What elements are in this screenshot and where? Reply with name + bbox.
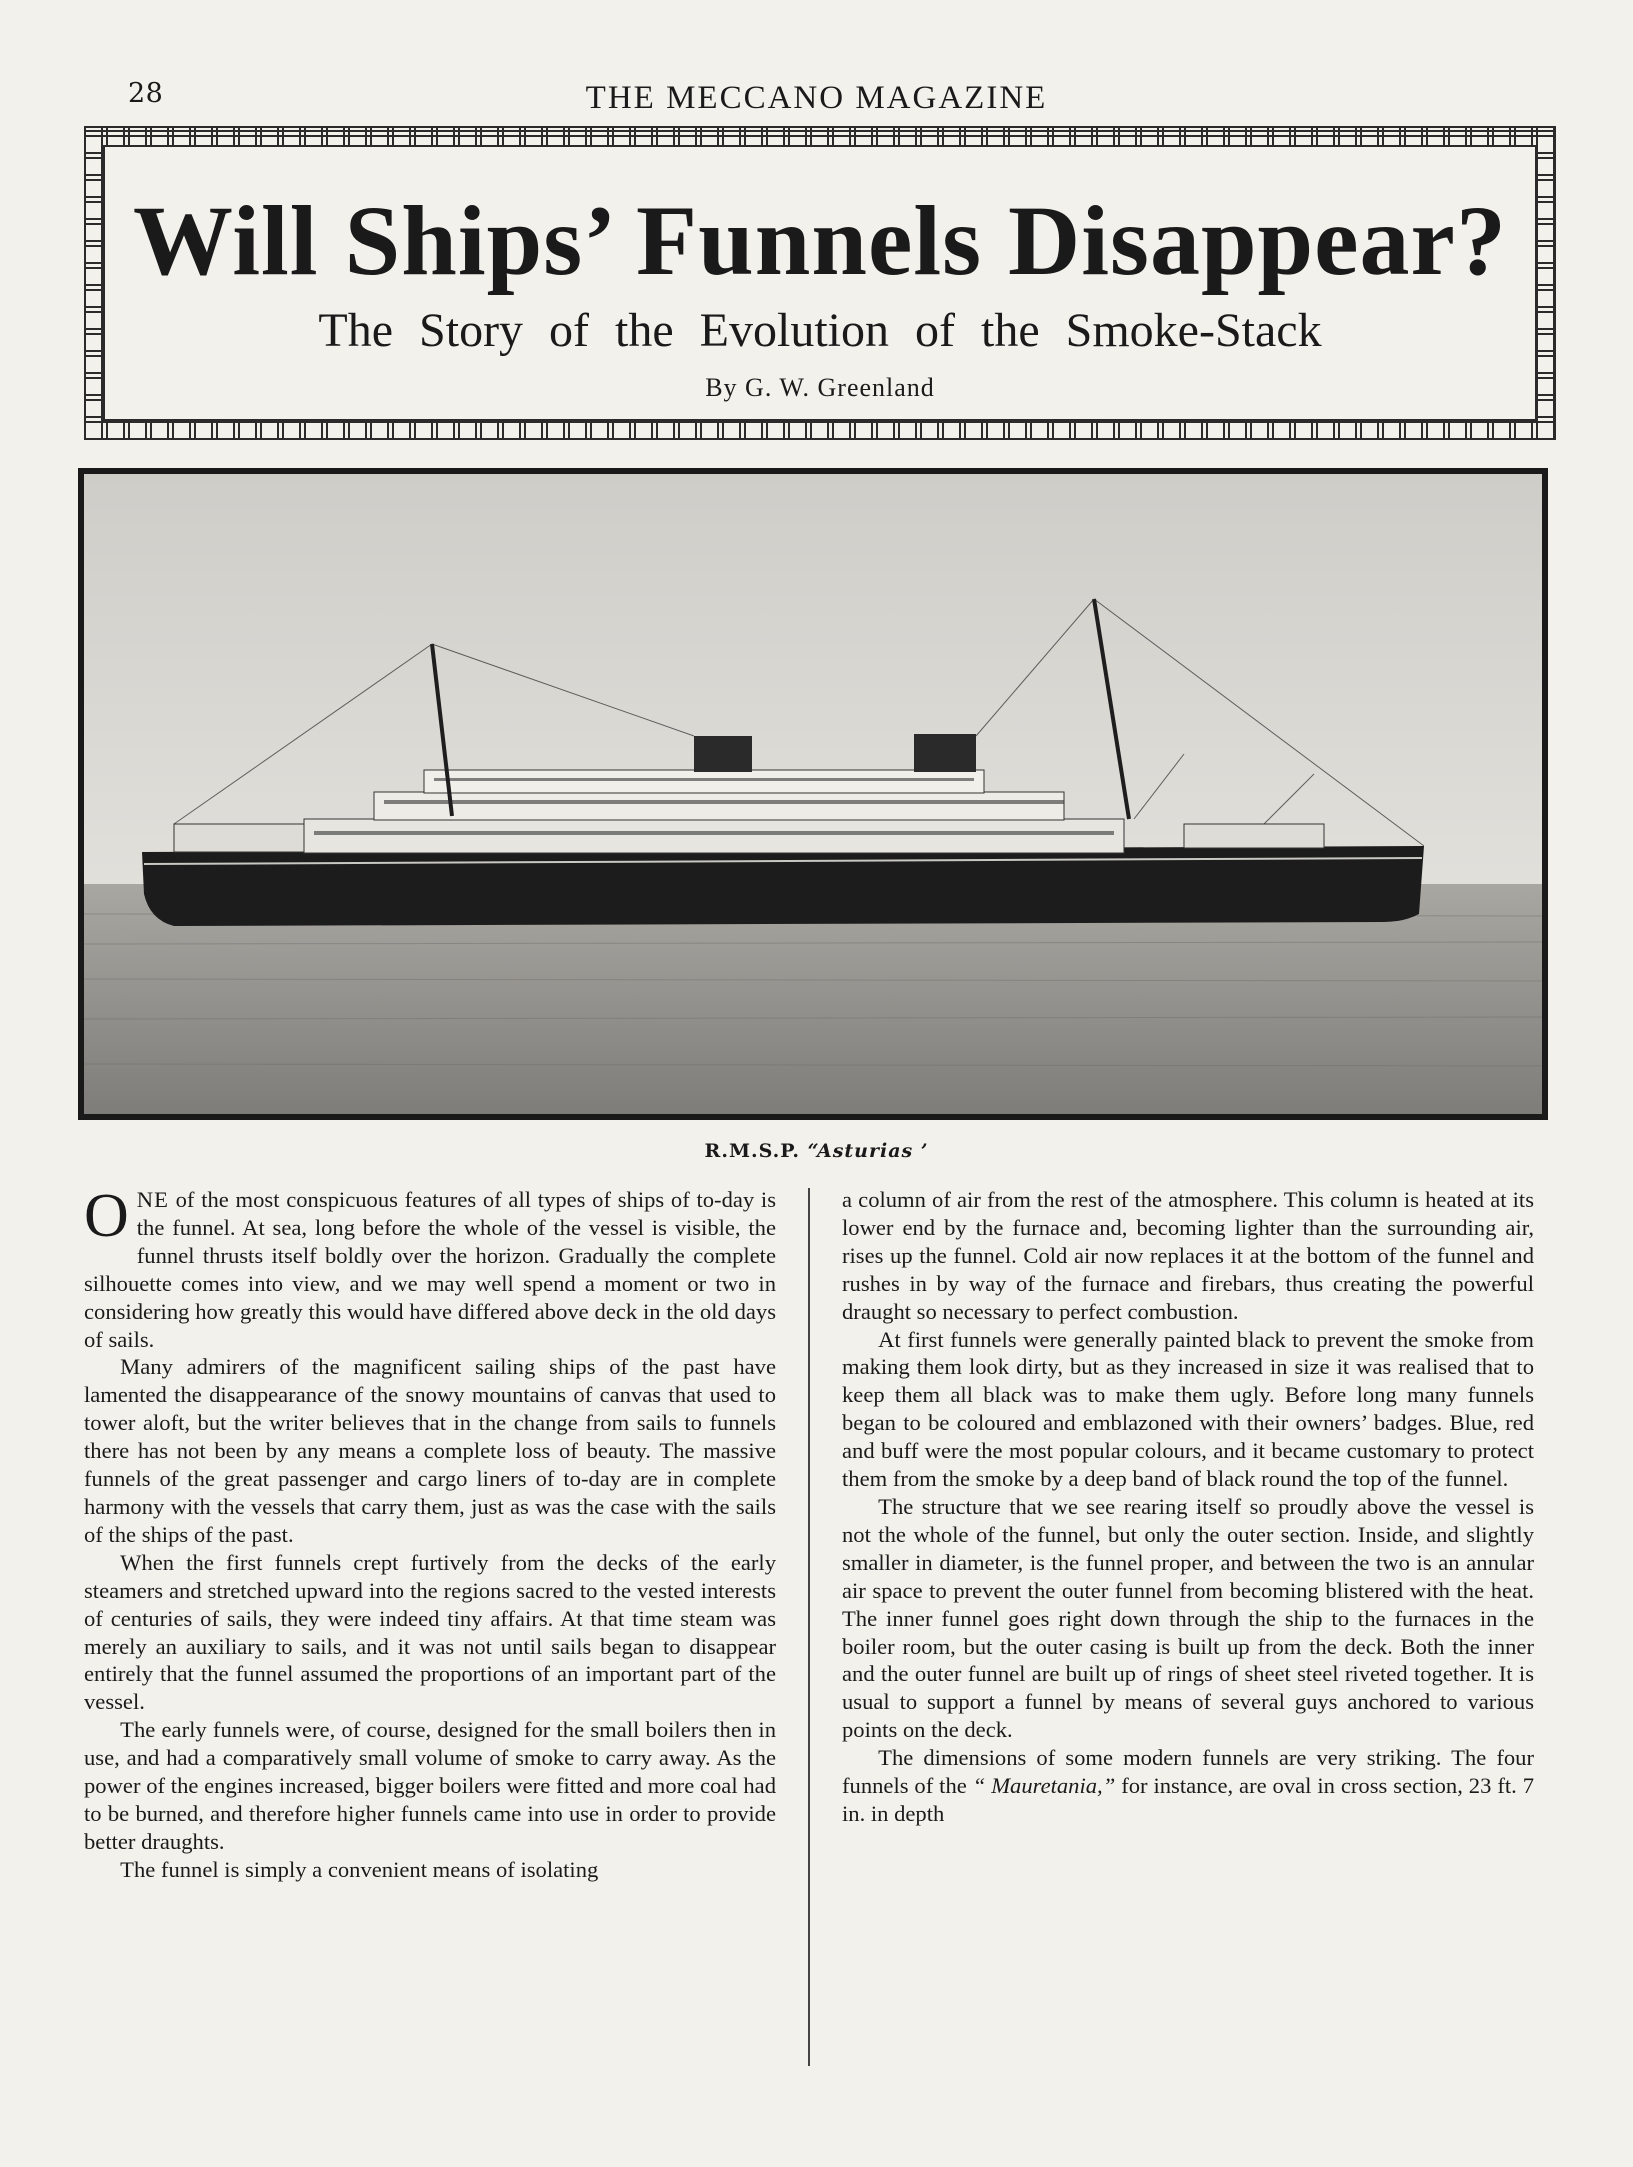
photo-caption — [0, 1140, 1633, 1162]
paragraph — [842, 1744, 1534, 1828]
headline: Will Ships’ Funnels Disappear? — [133, 185, 1507, 296]
caption-ship-name: “Asturias ’ — [807, 1140, 929, 1162]
fore-deckhouse — [1184, 824, 1324, 848]
article-column-left — [84, 1182, 776, 1884]
column-divider — [808, 1188, 810, 2066]
paragraph — [84, 1182, 776, 1353]
paragraph-text: for instance, are oval in cross section, 23 ft. 7 in. in depth — [842, 1773, 1534, 1826]
aft-deckhouse — [174, 824, 304, 852]
magazine-title: THE MECCANO MAGAZINE — [585, 80, 1048, 116]
ship-illustration — [84, 474, 1542, 1114]
funnel-aft — [694, 736, 752, 772]
caption-prefix: R.M.S.P. — [704, 1140, 808, 1162]
article-column-right — [842, 1186, 1534, 1828]
subheadline: The Story of the Evolution of the Smoke-Stack — [318, 304, 1322, 357]
superstructure-upper — [424, 770, 984, 793]
paragraph-text: of the most conspicuous features of all types of ships of to-day is the funnel. At sea, long before the whole of the vessel is visible, the funnel thrusts itself boldly over the horizon. Gradually the complete silhouette comes into view, and we may well spend a moment or two in considering how greatly this would have differed above deck in the old days of sails. — [84, 1187, 776, 1352]
funnel-fore — [914, 734, 976, 772]
superstructure-middle — [374, 792, 1064, 820]
paragraph: When the first funnels crept furtively from the decks of the early steamers and stretched upward into the regions sacred to the vested interests of centuries of sails, they were indeed tiny affairs. At that time steam was merely an auxiliary to sails, and it was not until sails began to disappear entirely that the funnel assumed the proportions of an important part of the vessel. — [84, 1549, 776, 1715]
byline: By G. W. Greenland — [705, 373, 935, 402]
paragraph: The early funnels were, of course, designed for the small boilers then in use, and had a comparatively small volume of smoke to carry away. As the power of the engines increased, bigger boilers were fitted and more coal had to be burned, and therefore higher funnels came into use in order to provide better draughts. — [84, 1717, 776, 1854]
paragraph-text: The dimensions of some modern funnels are very striking. The four funnels of the — [842, 1745, 1534, 1799]
page-number: 28 — [128, 78, 164, 109]
paragraph: Many admirers of the magnificent sailing ships of the past have lamented the disappearance of the snowy mountains of canvas that used to tower aloft, but the writer believes that in the change from sails to funnels there has not been by any means a complete loss of beauty. The massive funnels of the great passenger and cargo liners of to-day are in complete harmony with the vessels that carry them, just as was the case with the sails of the ships of the past. — [84, 1354, 776, 1547]
paragraph: At first funnels were generally painted black to prevent the smoke from making them look dirty, but as they increased in size it was realised that to keep them all black was to make them ugly. Before long many funnels began to be coloured and emblazoned with their owners’ badges. Blue, red and buff were the most popular colours, and it became customary to protect them from the smoke by a deep band of black round the top of the funnel. — [842, 1326, 1534, 1492]
drop-cap: O — [84, 1182, 129, 1250]
opening-word: NE — [136, 1187, 169, 1212]
ship-name: “ Mauretania,” — [972, 1773, 1116, 1799]
title-box — [84, 126, 1556, 440]
ship-photo — [78, 468, 1548, 1120]
paragraph: a column of air from the rest of the atmosphere. This column is heated at its lower end by the furnace and, becoming lighter than the surrounding air, rises up the funnel. Cold air now replaces it at the bottom of the funnel and rushes in by way of the furnace and firebars, thus creating the powerful draught so necessary to perfect combustion. — [842, 1187, 1534, 1324]
paragraph: The structure that we see rearing itself so proudly above the vessel is not the whole of the funnel, but only the outer section. Inside, and slightly smaller in diameter, is the funnel proper, and between the two is an annular air space to prevent the outer funnel from becoming blistered with the heat. The inner funnel goes right down through the ship to the furnaces in the boiler room, but the outer casing is built up from the deck. Both the inner and the outer funnel are built up of rings of sheet steel riveted together. It is usual to support a funnel by means of several guys anchored to various points on the deck. — [842, 1493, 1534, 1743]
superstructure-lower — [304, 819, 1124, 853]
paragraph: The funnel is simply a convenient means of isolating — [120, 1856, 599, 1882]
